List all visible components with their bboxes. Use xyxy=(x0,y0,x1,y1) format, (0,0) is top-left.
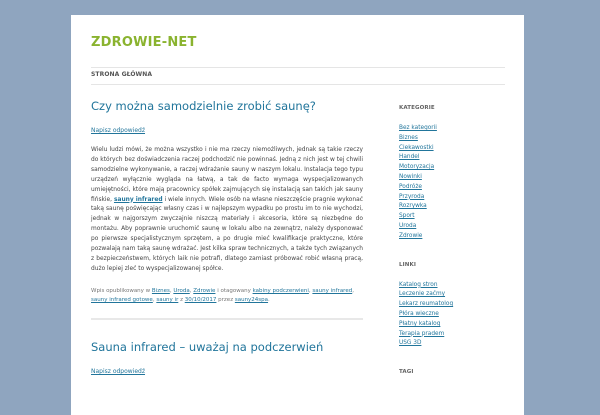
tag-link[interactable]: kabiny podczerwieni xyxy=(252,287,309,294)
list-item xyxy=(399,320,509,330)
post-body xyxy=(91,146,363,275)
sidebar-link[interactable]: Katalog stron xyxy=(399,281,438,288)
list-item xyxy=(399,193,509,203)
widget-title: TAGI xyxy=(399,369,414,376)
post-title[interactable]: Czy można samodzielnie zrobić saunę? xyxy=(91,99,316,113)
tags-widget xyxy=(399,369,509,375)
category-link[interactable]: Podróże xyxy=(399,183,422,190)
category-link[interactable]: Bez kategorii xyxy=(399,125,437,131)
category-link[interactable]: Uroda xyxy=(173,287,190,294)
category-link[interactable]: Zdrowie xyxy=(399,232,423,239)
list-item xyxy=(399,173,509,183)
tag-link[interactable]: sauny infrared gotowe xyxy=(91,297,153,304)
page-container xyxy=(71,15,524,415)
list-item xyxy=(399,222,509,232)
widget-title: KATEGORIE xyxy=(399,105,435,111)
post-article xyxy=(91,99,363,306)
category-link[interactable]: Motoryzacja xyxy=(399,164,435,171)
meta-text: Wpis opublikowany w xyxy=(91,287,152,294)
list-item xyxy=(399,124,509,134)
reply-link[interactable]: Napisz odpowiedź xyxy=(91,367,146,375)
sidebar-link[interactable]: USG 3D xyxy=(399,340,422,347)
post-divider xyxy=(91,318,363,320)
post-text: i wiele innych. Wiele osób na własne nieszczęście pragnie wykonać taką saunę poświęcając własny czas i w najlepszym wypadku po prostu im to nie wychodzi, jednak w najgorszym zwyczajnie niszczą materiały i akcesoria, które są niezbędne do montażu. Aby poprawnie uruchomić saunę w lokalu albo na zewnątrz, należy dysponować po pierwsze specjalistycznym sprzętem, a po drugie mieć kwalifikacje praktyczne, które pozwalają nam taką saunę wdrażać. Jest kilka spraw technicznych, a także tych związanych z bezpieczeństwem, których laik nie potrafi, dlatego zamiast próbować robić własną pracą, dużo lepiej zleć to wyspecjalizowanej spółce. xyxy=(91,196,363,272)
list-item xyxy=(399,153,509,163)
meta-text: i otagowany xyxy=(215,287,253,294)
sidebar-link[interactable]: Płatny katalog xyxy=(399,320,441,327)
tag-link[interactable]: sauny infrared xyxy=(312,287,353,294)
list-item xyxy=(399,300,509,310)
nav-item-home[interactable]: STRONA GŁÓWNA xyxy=(91,71,153,78)
list-item xyxy=(399,232,509,242)
category-link[interactable]: Handel xyxy=(399,154,420,161)
tag-link[interactable]: sauny ir xyxy=(156,297,179,304)
categories-widget xyxy=(399,105,509,242)
sidebar-link[interactable]: Lekarz reumatolog xyxy=(399,301,454,308)
links-list xyxy=(399,281,509,350)
list-item xyxy=(399,183,509,193)
category-link[interactable]: Sport xyxy=(399,213,415,220)
list-item xyxy=(399,202,509,212)
category-link[interactable]: Biznes xyxy=(399,134,418,141)
list-item xyxy=(399,310,509,320)
list-item xyxy=(399,134,509,144)
sidebar-link[interactable]: Leczenie zaćmy xyxy=(399,291,446,298)
list-item xyxy=(399,339,509,349)
category-link[interactable]: Przyroda xyxy=(399,193,425,200)
links-widget xyxy=(399,262,509,350)
widget-title: LINKI xyxy=(399,261,416,268)
date-link[interactable]: 30/10/2017 xyxy=(184,297,217,304)
list-item xyxy=(399,281,509,291)
category-link[interactable]: Biznes xyxy=(151,287,170,294)
list-item xyxy=(399,290,509,300)
meta-text: z xyxy=(180,297,183,304)
category-link[interactable]: Zdrowie xyxy=(193,287,216,294)
category-link[interactable]: Uroda xyxy=(399,222,417,229)
sidebar xyxy=(399,105,509,395)
list-item xyxy=(399,163,509,173)
list-item xyxy=(399,330,509,340)
sidebar-link[interactable]: Terapia pradem xyxy=(399,330,445,337)
main-navigation xyxy=(91,67,505,85)
meta-text: przez xyxy=(216,297,235,304)
sidebar-link[interactable]: Płóra wieczne xyxy=(399,310,439,317)
post-text: Wielu ludzi mówi, że można wszystko i nie ma rzeczy niemożliwych, jednak są takie rzeczy do których bez doświadczenia raczej podchodzić nie powinnaś. Jedną z nich jest w tej chwili samodzielne wykonywanie, a raczej wdrażanie sauny w naszym lokalu. Instalacja tego typu urządzeń wyłącznie wygląda na łatwą, a tak de facto wymaga wyspecjalizowanych umiejętności, które mają pracownicy spółek zajmujących się instalacją san takich jak sauny fińskie, xyxy=(91,147,363,203)
list-item xyxy=(399,212,509,222)
post-article xyxy=(91,340,363,375)
author-link[interactable]: sauny24spa xyxy=(234,297,269,304)
post-meta: Wpis opublikowany w Biznes, Uroda, Zdrowie i otagowany kabiny podczerwieni, sauny infrared, sauny infrared gotowe, sauny ir z 30/10/2017 przez sauny24spa. xyxy=(91,287,354,304)
categories-list xyxy=(399,124,509,242)
site-title[interactable]: ZDROWIE-NET xyxy=(91,35,197,50)
post-title[interactable]: Sauna infrared – uważaj na podczerwień xyxy=(91,339,324,354)
category-link[interactable]: Ciekawostki xyxy=(399,144,434,151)
category-link[interactable]: Nowinki xyxy=(399,173,422,180)
main-content xyxy=(91,99,363,375)
reply-link[interactable]: Napisz odpowiedź xyxy=(91,127,146,134)
list-item xyxy=(399,144,509,154)
post-inline-link[interactable]: sauny infrared xyxy=(113,196,163,203)
category-link[interactable]: Rozrywka xyxy=(399,203,427,210)
meta-text: . xyxy=(268,297,270,304)
